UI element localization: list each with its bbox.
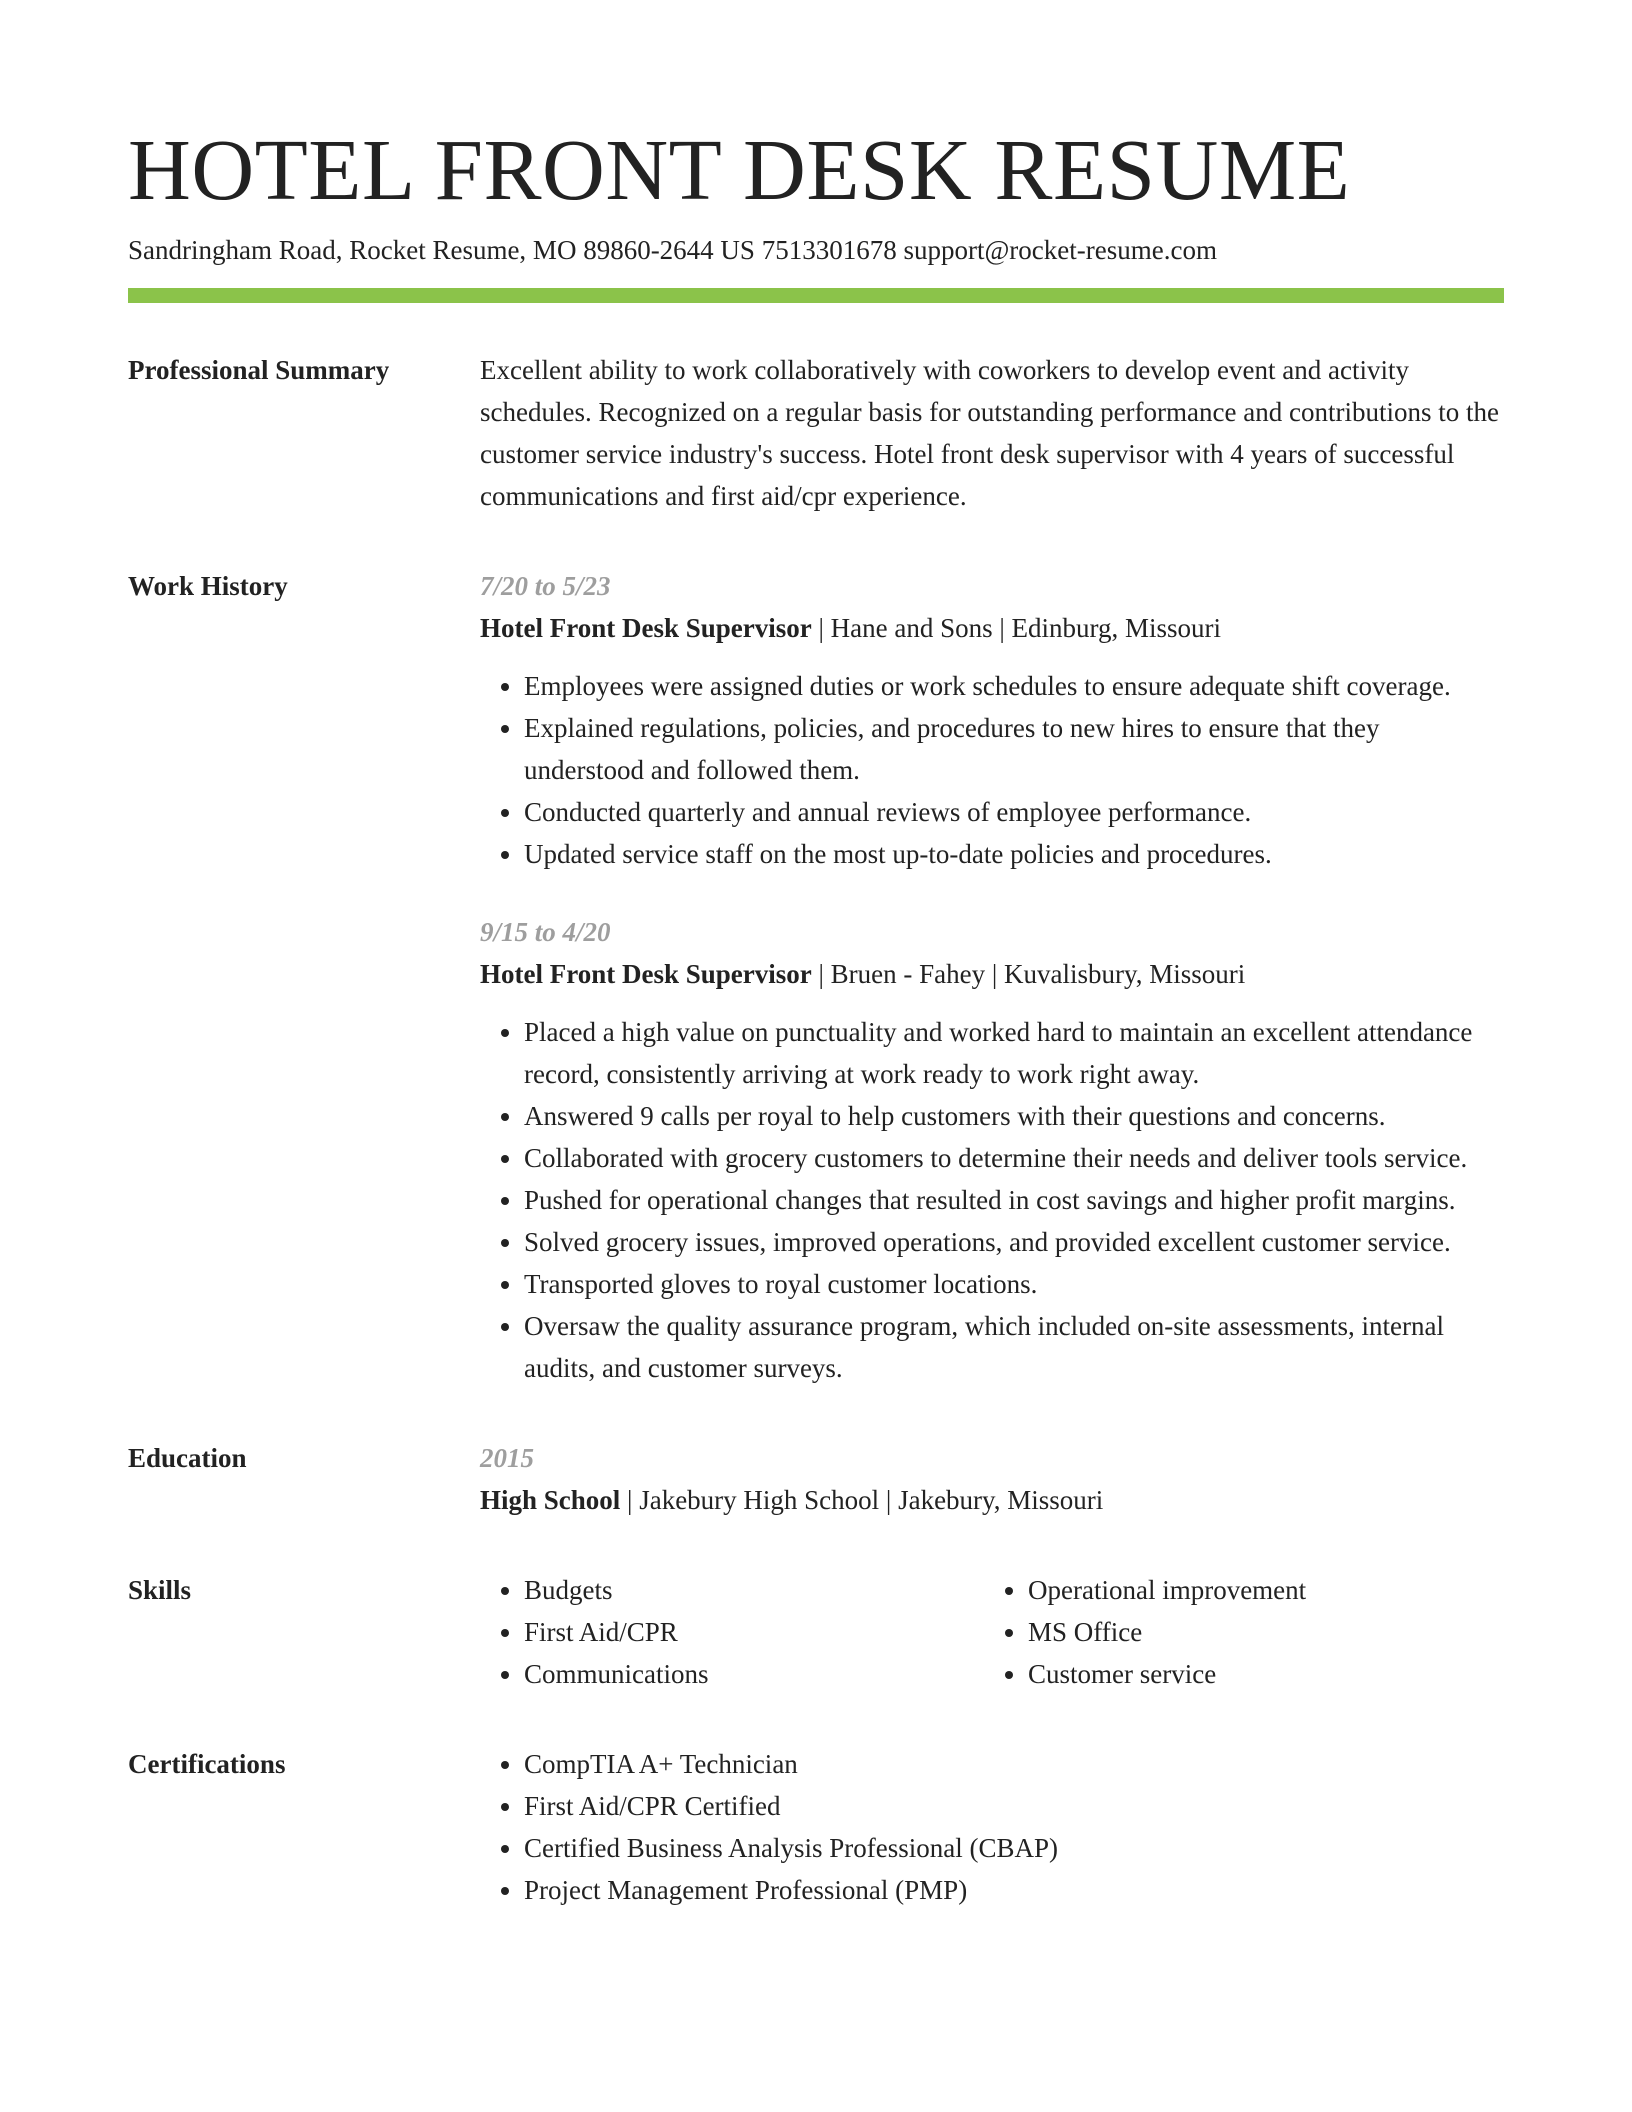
- job-dates: 9/15 to 4/20: [480, 917, 611, 947]
- skill-item: • Budgets: [524, 1569, 984, 1611]
- certification-item: • Certified Business Analysis Professional (CBAP): [524, 1827, 1504, 1869]
- certification-item: • Project Management Professional (PMP): [524, 1869, 1504, 1911]
- education-degree: High School: [480, 1485, 621, 1515]
- job-details: | Hane and Sons | Edinburg, Missouri: [811, 613, 1222, 643]
- job-bullets: [480, 1011, 1504, 1389]
- education-body: [480, 1437, 1504, 1521]
- list-item: • Updated service staff on the most up-to-date policies and procedures.: [524, 833, 1504, 875]
- accent-divider: [128, 288, 1504, 303]
- education-year: 2015: [480, 1443, 534, 1473]
- skills-column-right: [984, 1569, 1488, 1695]
- list-item: • Oversaw the quality assurance program, which included on-site assessments, internal audits, and customer surveys.: [524, 1305, 1504, 1389]
- list-item: • Transported gloves to royal customer locations.: [524, 1263, 1504, 1305]
- skill-item: • Operational improvement: [1028, 1569, 1488, 1611]
- job-dates: 7/20 to 5/23: [480, 571, 611, 601]
- education-line: [480, 1479, 1504, 1521]
- list-item: • Answered 9 calls per royal to help customers with their questions and concerns.: [524, 1095, 1504, 1137]
- skill-item: • MS Office: [1028, 1611, 1488, 1653]
- education-section: [128, 1437, 1504, 1521]
- skills-body: [480, 1569, 1504, 1695]
- list-item: • Pushed for operational changes that resulted in cost savings and higher profit margins.: [524, 1179, 1504, 1221]
- certifications-section: [128, 1743, 1504, 1911]
- list-item: • Solved grocery issues, improved operations, and provided excellent customer service.: [524, 1221, 1504, 1263]
- list-item: • Collaborated with grocery customers to determine their needs and deliver tools service.: [524, 1137, 1504, 1179]
- work-history-body: [480, 565, 1504, 1389]
- list-item: • Employees were assigned duties or work schedules to ensure adequate shift coverage.: [524, 665, 1504, 707]
- certifications-body: [480, 1743, 1504, 1911]
- job-role-line: [480, 953, 1504, 995]
- skills-column-left: [480, 1569, 984, 1695]
- education-details: | Jakebury High School | Jakebury, Missouri: [620, 1485, 1104, 1515]
- certification-item: • First Aid/CPR Certified: [524, 1785, 1504, 1827]
- section-label-certifications: Certifications: [128, 1749, 286, 1779]
- job-details: | Bruen - Fahey | Kuvalisbury, Missouri: [811, 959, 1246, 989]
- skill-item: • First Aid/CPR: [524, 1611, 984, 1653]
- job-bullets: [480, 665, 1504, 875]
- job-entry: [480, 565, 1504, 875]
- list-item: • Conducted quarterly and annual reviews of employee performance.: [524, 791, 1504, 833]
- job-entry: [480, 911, 1504, 1389]
- summary-text: Excellent ability to work collaboratively with coworkers to develop event and activity schedules. Recognized on a regular basis for outstanding performance and contributions to the customer service industry's success. Hotel front desk supervisor with 4 years of successful communications and first aid/cpr experience.: [480, 355, 1499, 511]
- summary-section: [128, 349, 1504, 517]
- contact-line: Sandringham Road, Rocket Resume, MO 89860-2644 US 7513301678 support@rocket-resume.com: [128, 235, 1217, 265]
- certifications-list: [480, 1743, 1504, 1911]
- job-title: Hotel Front Desk Supervisor: [480, 959, 812, 989]
- job-title: Hotel Front Desk Supervisor: [480, 613, 812, 643]
- work-history-section: [128, 565, 1504, 1389]
- resume-title: HOTEL FRONT DESK RESUME: [128, 121, 1351, 218]
- section-label-work-history: Work History: [128, 571, 288, 601]
- skills-section: [128, 1569, 1504, 1695]
- list-item: • Placed a high value on punctuality and worked hard to maintain an excellent attendance record, consistently arriving at work ready to work right away.: [524, 1011, 1504, 1095]
- skill-item: • Customer service: [1028, 1653, 1488, 1695]
- section-label-summary: Professional Summary: [128, 355, 390, 385]
- certification-item: • CompTIA A+ Technician: [524, 1743, 1504, 1785]
- list-item: • Explained regulations, policies, and procedures to new hires to ensure that they understood and followed them.: [524, 707, 1504, 791]
- section-label-education: Education: [128, 1443, 247, 1473]
- job-role-line: [480, 607, 1504, 649]
- skills-grid: [480, 1569, 1504, 1695]
- skill-item: • Communications: [524, 1653, 984, 1695]
- section-label-skills: Skills: [128, 1575, 192, 1605]
